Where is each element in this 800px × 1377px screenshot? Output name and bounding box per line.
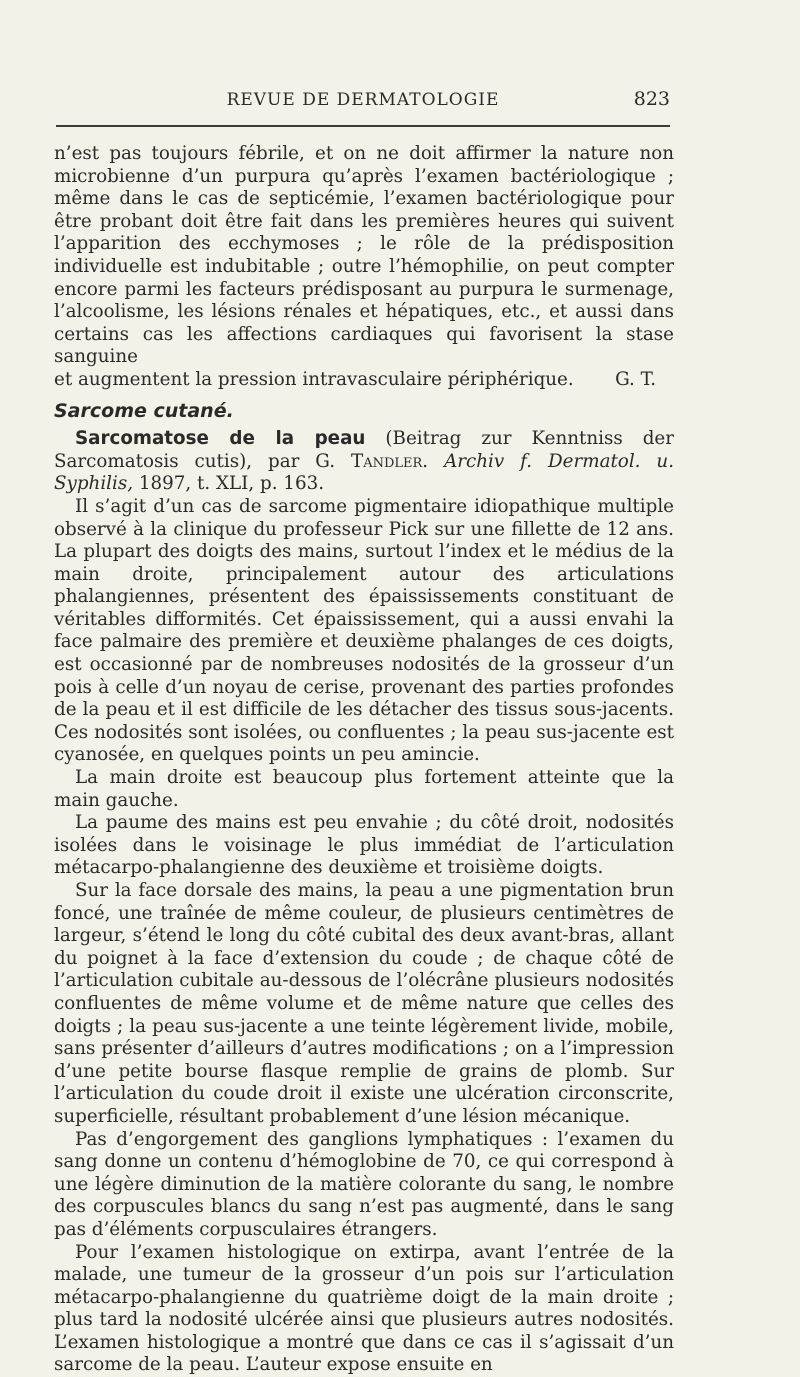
intro-paragraph: n’est pas toujours fébrile, et on ne doit affirmer la nature non microbienne d’un purpura qu’après l’examen bactériologique ; même dans le cas de septicémie, l’examen bactériologique pour être probant doit être fait dans les premières heures qui suivent l’apparition des ecchymoses ; le rôle de la prédisposition individuelle est indubitable ; outre l’hémophilie, on peut compter encore parmi les facteurs prédisposant au purpura le surmenage, l’alcoolisme, les lésions rénales et hépatiques, etc., et aussi dans certains cas les affections cardiaques qui favorisent la stase sanguine: [54, 143, 674, 369]
page-number: 823: [634, 88, 670, 110]
signature: G. T.: [615, 369, 674, 392]
reference-journal: Archiv f. Dermatol. u. Syphilis,: [54, 451, 674, 495]
page-header: [56, 88, 670, 116]
article-paragraph: La paume des mains est peu envahie ; du côté droit, nodosités isolées dans le voisinage le plus immédiat de l’articulation métacarpo-phalangienne des deuxième et troisième doigts.: [54, 812, 674, 880]
article-paragraph: Pas d’engorgement des ganglions lymphatiques : l’examen du sang donne un contenu d’hémoglobine de 70, ce qui correspond à une légère diminution de la matière colorante du sang, le nombre des corpuscules blancs du sang n’est pas augmenté, dans le sang pas d’éléments corpusculaires étrangers.: [54, 1129, 674, 1242]
article-title: Sarcomatose de la peau: [75, 428, 365, 449]
article-paragraph: Il s’agit d’un cas de sarcome pigmentaire idiopathique multiple observé à la clinique du professeur Pick sur une fillette de 12 ans. La plupart des doigts des mains, surtout l’index et le médius de la main droite, principalement autour des articulations phalangiennes, présentent des épaississements constituant de véritables difformités. Cet épaississement, qui a aussi envahi la face palmaire des première et deuxième phalanges de ces doigts, est occasionné par de nombreuses nodosités de la grosseur d’un pois à celle d’un noyau de cerise, provenant des parties profondes de la peau et il est difficile de les détacher des tissus sous-jacents. Ces nodosités sont isolées, ou confluentes ; la peau sus-jacente est cyanosée, en quelques points un peu amincie.: [54, 496, 674, 767]
intro-last-line: et augmentent la pression intravasculaire périphérique.: [54, 369, 574, 392]
reference-author: Tandler.: [351, 451, 428, 472]
article-reference: [54, 428, 674, 496]
body-text: [54, 143, 674, 1377]
reference-part-1: (Beitrag zur Kenntniss der Sarcomatosis cutis), par G.: [54, 428, 674, 472]
article-paragraph: Sur la face dorsale des mains, la peau a une pigmentation brun foncé, une traînée de même couleur, de plusieurs centimètres de largeur, s’étend le long du côté cubital des deux avant-bras, allant du poignet à la face d’extension du coude ; de chaque côté de l’articulation cubitale au-dessous de l’olécrâne plusieurs nodosités confluentes de même volume et de même nature que celles des doigts ; la peau sus-jacente a une teinte légèrement livide, mobile, sans présenter d’ailleurs d’autres modifications ; on a l’impression d’une petite bourse flasque remplie de grains de plomb. Sur l’articulation du coude droit il existe une ulcération circonscrite, superficielle, résultant probablement d’une lésion mécanique.: [54, 880, 674, 1129]
reference-part-2: 1897, t. XLI, p. 163.: [133, 473, 324, 494]
intro-closing-line: [54, 369, 674, 392]
section-heading: Sarcome cutané.: [54, 400, 674, 423]
running-title: REVUE DE DERMATOLOGIE: [56, 90, 670, 110]
article-paragraph: Pour l’examen histologique on extirpa, avant l’entrée de la malade, une tumeur de la grosseur d’un pois sur l’articulation métacarpo-phalangienne du quatrième doigt de la main droite ; plus tard la nodosité ulcérée ainsi que plusieurs autres nodosités. L’examen histologique a montré que dans ce cas il s’agissait d’un sarcome de la peau. L’auteur expose ensuite en: [54, 1242, 674, 1377]
header-rule: [56, 125, 670, 127]
article-paragraph: La main droite est beaucoup plus fortement atteinte que la main gauche.: [54, 767, 674, 812]
